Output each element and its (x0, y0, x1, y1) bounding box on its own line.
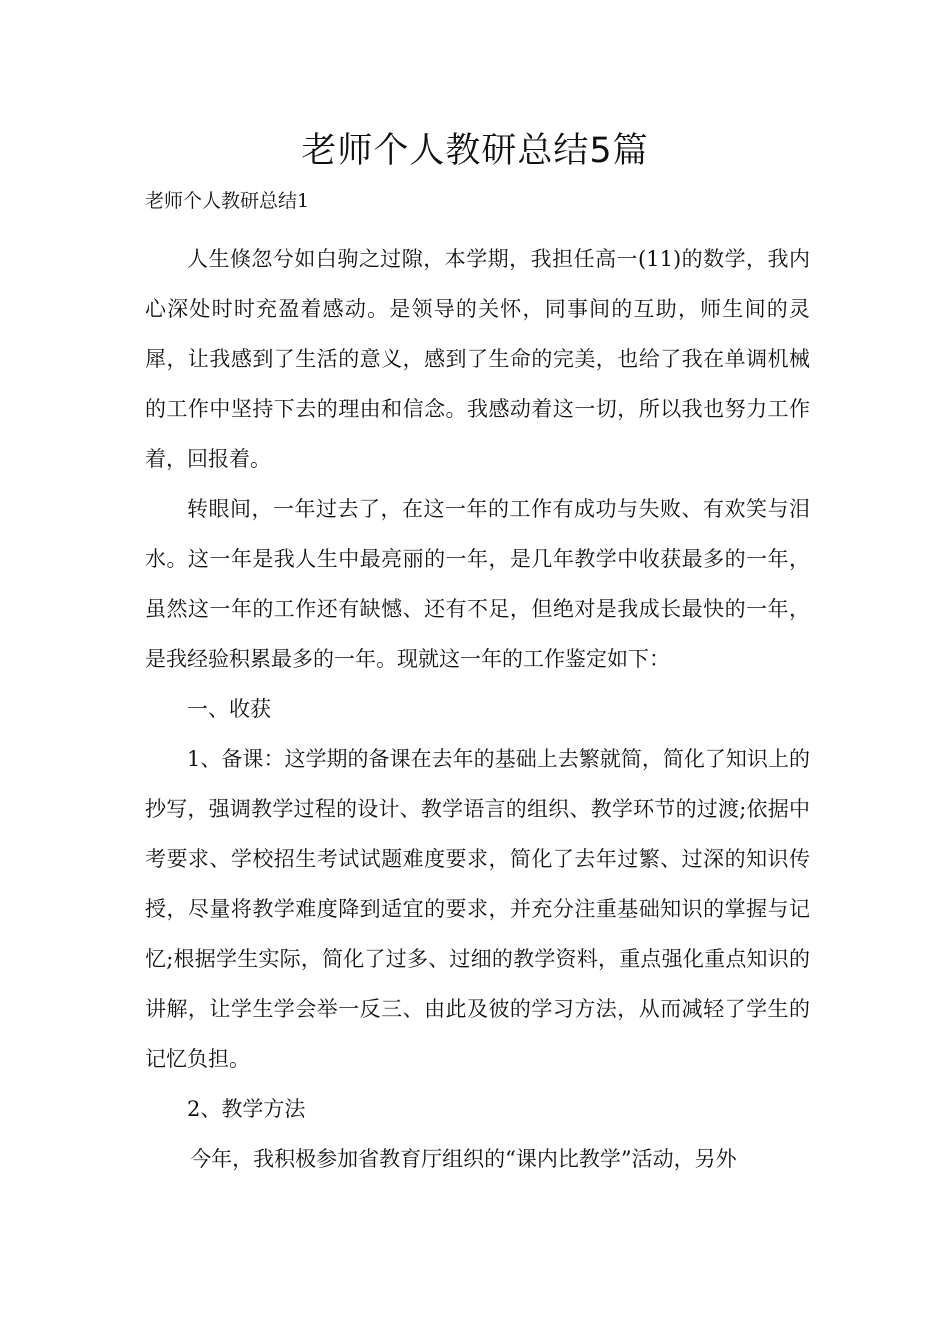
paragraph-intro: 人生倏忽兮如白驹之过隙，本学期，我担任高一(11)的数学，我内心深处时时充盈着感动。是领导的关怀，同事间的互助，师生间的灵犀，让我感到了生活的意义，感到了生命的完美，也给了我在单调机械的工作中坚持下去的理由和信念。我感动着这一切，所以我也努力工作着，回报着。 (145, 247, 810, 471)
paragraph-lesson-prep: 1、备课：这学期的备课在去年的基础上去繁就简，简化了知识上的抄写，强调教学过程的设计、教学语言的组织、教学环节的过渡;依据中考要求、学校招生考试试题难度要求，简化了去年过繁、过深的知识传授，尽量将教学难度降到适宜的要求，并充分注重基础知识的掌握与记忆;根据学生实际，简化了过多、过细的教学资料，重点强化重点知识的讲解，让学生学会举一反三、由此及彼的学习方法，从而减轻了学生的记忆负担。 (145, 747, 810, 1071)
document-title: 老师个人教研总结5篇 (301, 131, 649, 171)
section-heading-harvest: 一、收获 (187, 697, 271, 721)
paragraph-review: 转眼间，一年过去了，在这一年的工作有成功与失败、有欢笑与泪水。这一年是我人生中最亮丽的一年，是几年教学中收获最多的一年，虽然这一年的工作还有缺憾、还有不足，但绝对是我成长最快的一年，是我经验积累最多的一年。现就这一年的工作鉴定如下： (145, 497, 810, 671)
section-heading-teaching-method: 2、教学方法 (187, 1097, 306, 1121)
document-body (145, 234, 810, 1184)
paragraph-teaching-method: 今年，我积极参加省教育厅组织的“课内比教学”活动，另外 (190, 1147, 737, 1171)
section-subtitle: 老师个人教研总结1 (145, 190, 310, 212)
